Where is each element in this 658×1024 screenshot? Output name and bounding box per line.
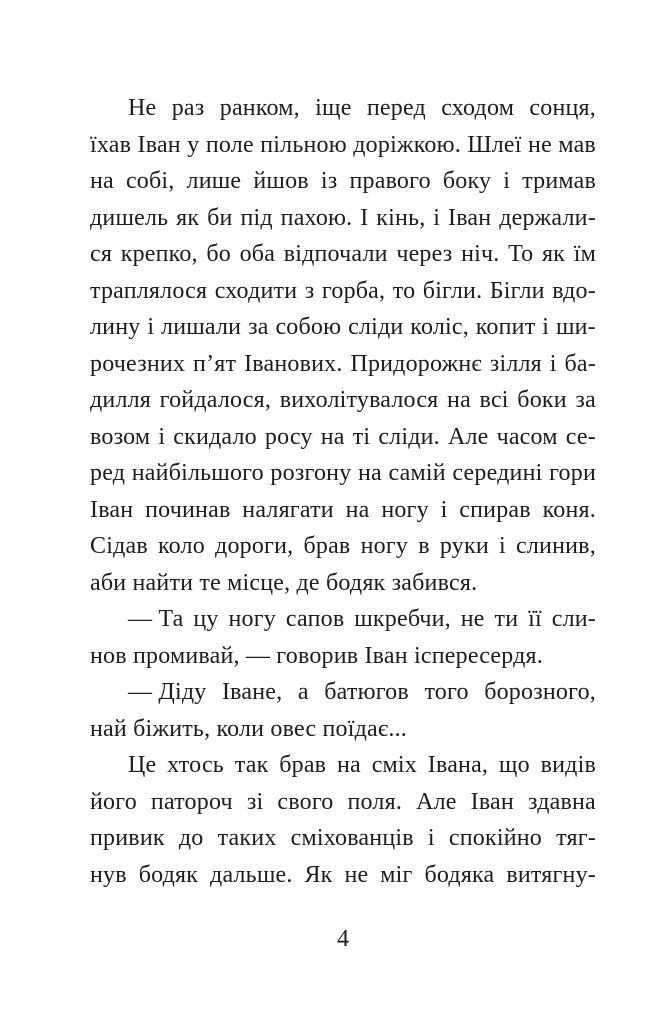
word: Іванових. <box>244 350 343 377</box>
text-line <box>90 492 596 529</box>
word: її <box>528 606 542 632</box>
word: дилля <box>90 387 152 413</box>
word: Сідав <box>90 533 148 559</box>
word: кінь, <box>376 204 426 231</box>
word: сміхованців <box>290 825 414 851</box>
word: скидало <box>173 423 257 450</box>
word: п’ят <box>193 350 237 377</box>
word: оба <box>239 241 276 267</box>
text-line <box>90 784 596 821</box>
text-line <box>90 601 596 638</box>
word: через <box>396 241 453 267</box>
word: — Та <box>128 606 184 632</box>
word: і <box>549 350 557 377</box>
word: всі <box>479 387 509 413</box>
word: на <box>345 496 370 523</box>
word: собою <box>275 314 342 340</box>
word: Іван <box>448 204 492 231</box>
word: собі, <box>125 168 175 194</box>
word: тримав <box>522 168 596 194</box>
word: сліди. <box>378 423 440 450</box>
word: середині <box>452 460 543 486</box>
word: міг <box>380 861 413 888</box>
word: і <box>499 533 506 559</box>
word: ніч. <box>461 241 500 267</box>
word: ба- <box>564 350 596 377</box>
word: як <box>176 204 200 231</box>
word: ти <box>494 606 519 632</box>
word: боки <box>517 387 567 413</box>
word: тяг- <box>556 825 596 851</box>
word: зілля <box>489 350 542 377</box>
word: а <box>297 679 309 705</box>
word: коло <box>158 533 205 559</box>
word: зі <box>246 788 264 815</box>
word: налягати <box>242 496 334 523</box>
word: Бігли <box>489 277 545 304</box>
text-line <box>90 674 596 711</box>
word: Іване, <box>221 679 283 705</box>
word: ногу <box>381 496 429 523</box>
word: перед <box>366 95 426 121</box>
word: дишель <box>90 204 169 231</box>
word: їхав <box>90 131 132 158</box>
word: патороч <box>150 788 233 815</box>
word: не <box>528 131 552 158</box>
word: з <box>304 277 315 304</box>
word: доріжкою. <box>353 131 461 158</box>
word: — Діду <box>128 679 207 705</box>
word: боку <box>442 168 492 194</box>
word: Іван <box>470 788 514 815</box>
word: Але <box>447 423 489 450</box>
word: би <box>207 204 233 231</box>
word: мав <box>558 131 596 158</box>
word: Не <box>128 95 157 121</box>
word: ред <box>90 460 126 486</box>
word: так <box>234 752 269 778</box>
word: борозного, <box>484 679 596 705</box>
word: крепко, <box>120 241 198 267</box>
text-line <box>90 747 596 784</box>
word: ногу <box>228 606 277 632</box>
word: не <box>344 861 369 888</box>
word: слинив, <box>516 533 596 559</box>
text-line <box>90 419 596 456</box>
word: коня. <box>542 496 596 523</box>
word: росу <box>264 423 313 450</box>
word: Це <box>128 752 157 778</box>
text-line <box>90 382 596 419</box>
word: іще <box>315 95 352 121</box>
word: бо <box>206 241 231 267</box>
word: їм <box>573 241 596 267</box>
word: під <box>240 204 273 231</box>
word: ті <box>352 423 371 450</box>
word: і <box>440 496 448 523</box>
word: того <box>424 679 469 705</box>
word: спокійно <box>448 825 542 851</box>
text-line <box>90 857 596 894</box>
word: ши- <box>555 314 596 340</box>
word: витягну- <box>506 861 596 888</box>
word: брав <box>279 752 327 778</box>
word: відпочали <box>283 241 388 267</box>
word: поле <box>205 131 254 158</box>
word: сапов <box>285 606 345 632</box>
word: і <box>147 314 155 340</box>
word: гойдалося, <box>159 387 272 413</box>
text-line <box>90 528 596 565</box>
word: бігли. <box>422 277 483 304</box>
word: Шлеї <box>467 131 522 158</box>
word: Як <box>304 861 333 888</box>
word: в <box>418 533 430 559</box>
word: його <box>90 788 137 815</box>
word: ногу <box>360 533 409 559</box>
word: сли- <box>551 606 596 632</box>
word: часом <box>496 423 558 450</box>
word: до <box>178 825 204 851</box>
word: поля. <box>347 788 403 815</box>
word: то <box>392 277 416 304</box>
word: найбільшого <box>131 460 264 486</box>
word: ся <box>90 241 113 267</box>
word: пахою. <box>280 204 353 231</box>
text-line <box>90 236 596 273</box>
word: І <box>360 204 369 231</box>
word: хтось <box>167 752 224 778</box>
word: Іван <box>137 131 181 158</box>
word: свого <box>277 788 334 815</box>
word: видів <box>540 752 596 778</box>
word: самій <box>388 460 446 486</box>
word: і <box>542 314 550 340</box>
word: йшов <box>253 168 309 194</box>
word: коліс, <box>410 314 469 340</box>
word: здавна <box>527 788 596 815</box>
word: і <box>427 825 435 851</box>
word: не <box>460 606 485 632</box>
word: копит <box>475 314 536 340</box>
word: раз <box>171 95 205 121</box>
text-line <box>90 346 596 383</box>
word: на <box>447 387 471 413</box>
word: гори <box>549 460 596 486</box>
text-line <box>90 163 596 200</box>
word: пільною <box>260 131 347 158</box>
text-line <box>90 455 596 492</box>
word: горба, <box>321 277 386 304</box>
word: То <box>508 241 534 267</box>
word: на <box>320 423 345 450</box>
word: шкребчи, <box>354 606 451 632</box>
word: ранком, <box>219 95 300 121</box>
word: се- <box>565 423 596 450</box>
word: дальше. <box>210 861 293 888</box>
word: що <box>498 752 530 778</box>
word: Придорожнє <box>350 350 482 377</box>
word: батюгов <box>324 679 409 705</box>
word: і <box>503 168 511 194</box>
word: сходом <box>441 95 515 121</box>
word: вихолітувалося <box>279 387 439 413</box>
word: на <box>90 168 114 194</box>
text-line <box>90 309 596 346</box>
word: лишали <box>161 314 242 340</box>
word: Але <box>416 788 457 815</box>
word: за <box>248 314 269 340</box>
word: руки <box>439 533 489 559</box>
word: сходити <box>214 277 298 304</box>
text-line: аби найти те місце, де бодяк забився. <box>90 569 478 596</box>
word: возом <box>90 423 151 450</box>
word: починав <box>145 496 231 523</box>
word: розгону <box>270 460 352 486</box>
word: лише <box>186 168 242 194</box>
word: цу <box>193 606 219 632</box>
word: правого <box>349 168 431 194</box>
page-number: 4 <box>337 926 349 952</box>
text-line <box>90 273 596 310</box>
word: Івана, <box>427 752 489 778</box>
word: рочезних <box>90 350 186 377</box>
text-line <box>90 127 596 164</box>
word: і <box>158 423 166 450</box>
word: вдо- <box>552 277 596 304</box>
word: як <box>542 241 566 267</box>
word: сміх <box>371 752 417 778</box>
word: із <box>320 168 338 194</box>
word: держали- <box>499 204 596 231</box>
word: дороги, <box>215 533 294 559</box>
text-line <box>90 90 596 127</box>
word: сонця, <box>529 95 596 121</box>
text-line <box>90 820 596 857</box>
word: на <box>358 460 382 486</box>
word: спирав <box>459 496 531 523</box>
word: на <box>337 752 361 778</box>
word: лину <box>90 314 141 340</box>
word: привик <box>90 825 165 851</box>
word: у <box>187 131 200 158</box>
word: траплялося <box>90 277 208 304</box>
word: і <box>433 204 441 231</box>
word: сліди <box>348 314 404 340</box>
word: Іван <box>90 496 134 523</box>
text-line <box>90 200 596 237</box>
page-text <box>90 90 596 893</box>
word: бодяка <box>424 861 495 888</box>
word: нув <box>90 861 127 888</box>
word: таких <box>217 825 277 851</box>
word: бодяк <box>138 861 199 888</box>
text-line: най біжить, коли овес поїдає... <box>90 715 407 742</box>
word: брав <box>303 533 351 559</box>
word: за <box>575 387 596 413</box>
text-line: нов промивай, — говорив Іван іспересердя. <box>90 642 543 669</box>
